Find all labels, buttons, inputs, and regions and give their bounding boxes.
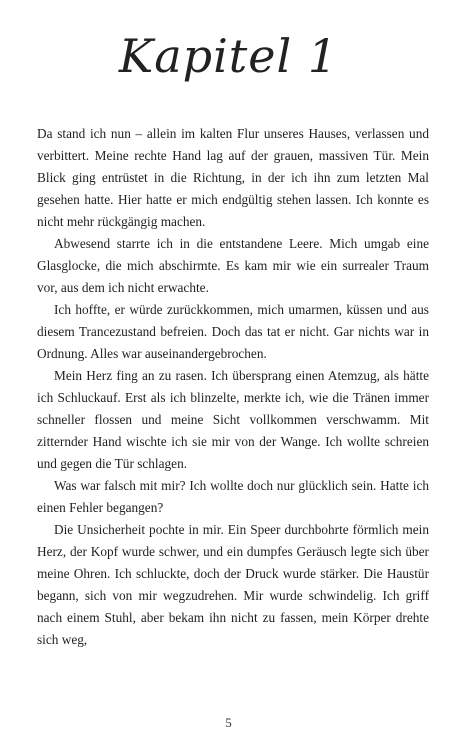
page-number: 5 [225, 715, 232, 730]
paragraph-5: Was war falsch mit mir? Ich wollte doch nur glücklich sein. Hatte ich einen Fehler begangen? [37, 478, 429, 515]
paragraph-1: Da stand ich nun – allein im kalten Flur unseres Hauses, verlassen und verbittert. Meine rechte Hand lag auf der grauen, massiven Tür. Mein Blick ging entrüstet in die Richtung, in der ich ihn zum letzten Mal gesehen hatte. Hier hatte er mich endgültig stehen lassen. Ich konnte es nicht mehr rückgängig machen. [37, 126, 429, 229]
paragraph-6: Die Unsicherheit pochte in mir. Ein Speer durchbohrte förmlich mein Herz, der Kopf wurde schwer, und ein dumpfes Geräusch legte sich über meine Ohren. Ich schluckte, doch der Druck wurde stärker. Die Haustür begann, sich von mir wegzudrehen. Mir wurde schwindelig. Ich griff nach einem Stuhl, aber bekam ihn nicht zu fassen, mein Körper drehte sich weg, [37, 522, 429, 647]
paragraph-4: Mein Herz fing an zu rasen. Ich übersprang einen Atemzug, als hätte ich Schluckauf. Erst als ich blinzelte, merkte ich, wie die Tränen immer schneller flossen und meine Sicht vollkommen verschwamm. Mit zitternder Hand wischte ich sie mir von der Wange. Ich wollte schreien und gegen die Tür schlagen. [37, 368, 429, 471]
chapter-title: Kapitel 1 [118, 29, 339, 83]
body-text [37, 123, 429, 651]
paragraph-2: Abwesend starrte ich in die entstandene Leere. Mich umgab eine Glasglocke, die mich abschirmte. Es kam mir wie ein surrealer Traum vor, aus dem ich nicht erwachte. [37, 236, 429, 295]
paragraph-3: Ich hoffte, er würde zurückkommen, mich umarmen, küssen und aus diesem Trancezustand befreien. Doch das tat er nicht. Gar nichts war in Ordnung. Alles war auseinandergebrochen. [37, 302, 429, 361]
